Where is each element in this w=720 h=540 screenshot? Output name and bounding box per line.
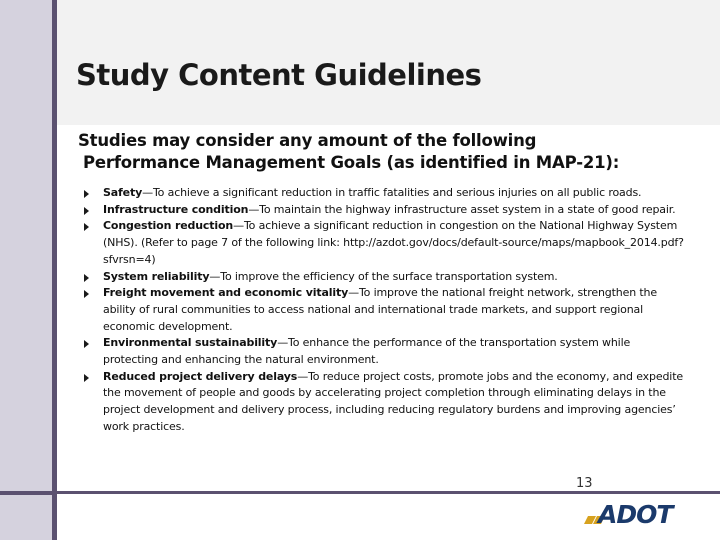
goal-text: —To achieve a significant reduction in congestion on the National Highway System (NHS). (Refer to page 7 of the following link: http://azdot.gov/docs/default-source/maps/mapbook_2014.pdf?sfvrsn=4): [103, 219, 684, 266]
goal-text: —To improve the efficiency of the surface transportation system.: [209, 269, 558, 283]
triangle-bullet-icon: [84, 340, 89, 348]
left-sidebar-decoration: [0, 0, 52, 540]
goals-list: [84, 185, 684, 436]
goal-name: Freight movement and economic vitality: [103, 286, 349, 300]
intro-line-1: Studies may consider any amount of the following: [78, 131, 537, 150]
goal-item: [84, 269, 684, 286]
logo-text: ADOT: [598, 500, 673, 526]
goal-name: Environmental sustainability: [103, 336, 278, 350]
triangle-bullet-icon: [84, 274, 89, 282]
goal-text: —To improve the national freight network, strengthen the ability of rural communities to access national and international trade markets, and support regional economic development.: [103, 286, 657, 333]
goal-name: System reliability: [103, 269, 210, 283]
goal-item: [84, 335, 684, 368]
intro-text: [78, 130, 698, 174]
triangle-bullet-icon: [84, 223, 89, 231]
triangle-bullet-icon: [84, 190, 89, 198]
adot-logo: [584, 500, 688, 526]
goal-name: Congestion reduction: [103, 219, 234, 233]
goal-item: [84, 285, 684, 335]
triangle-bullet-icon: [84, 290, 89, 298]
goal-name: Infrastructure condition: [103, 202, 249, 216]
goal-text: —To enhance the performance of the transportation system while protecting and enhancing the natural environment.: [103, 336, 631, 367]
goal-item: [84, 369, 684, 436]
goal-text: —To reduce project costs, promote jobs and the economy, and expedite the movement of people and goods by accelerating project completion through eliminating delays in the project development and delivery process, including reducing regulatory burdens and improving agencies’ work practices.: [103, 369, 683, 433]
footer-divider: [57, 491, 720, 494]
goal-text: —To maintain the highway infrastructure asset system in a state of good repair.: [248, 202, 676, 216]
goal-text: —To achieve a significant reduction in traffic fatalities and serious injuries on all public roads.: [142, 186, 642, 199]
intro-line-2: Performance Management Goals (as identified in MAP-21):: [83, 153, 620, 172]
triangle-bullet-icon: [84, 207, 89, 215]
sidebar-bottom-stripe: [0, 491, 52, 495]
slide-title: Study Content Guidelines: [76, 58, 482, 92]
goal-name: Safety: [103, 186, 143, 199]
goal-item: [84, 202, 684, 219]
goal-item: [84, 218, 684, 268]
triangle-bullet-icon: [84, 374, 89, 382]
goal-name: Reduced project delivery delays: [103, 369, 298, 383]
goal-item: [84, 185, 684, 202]
page-number: 13: [576, 476, 593, 491]
